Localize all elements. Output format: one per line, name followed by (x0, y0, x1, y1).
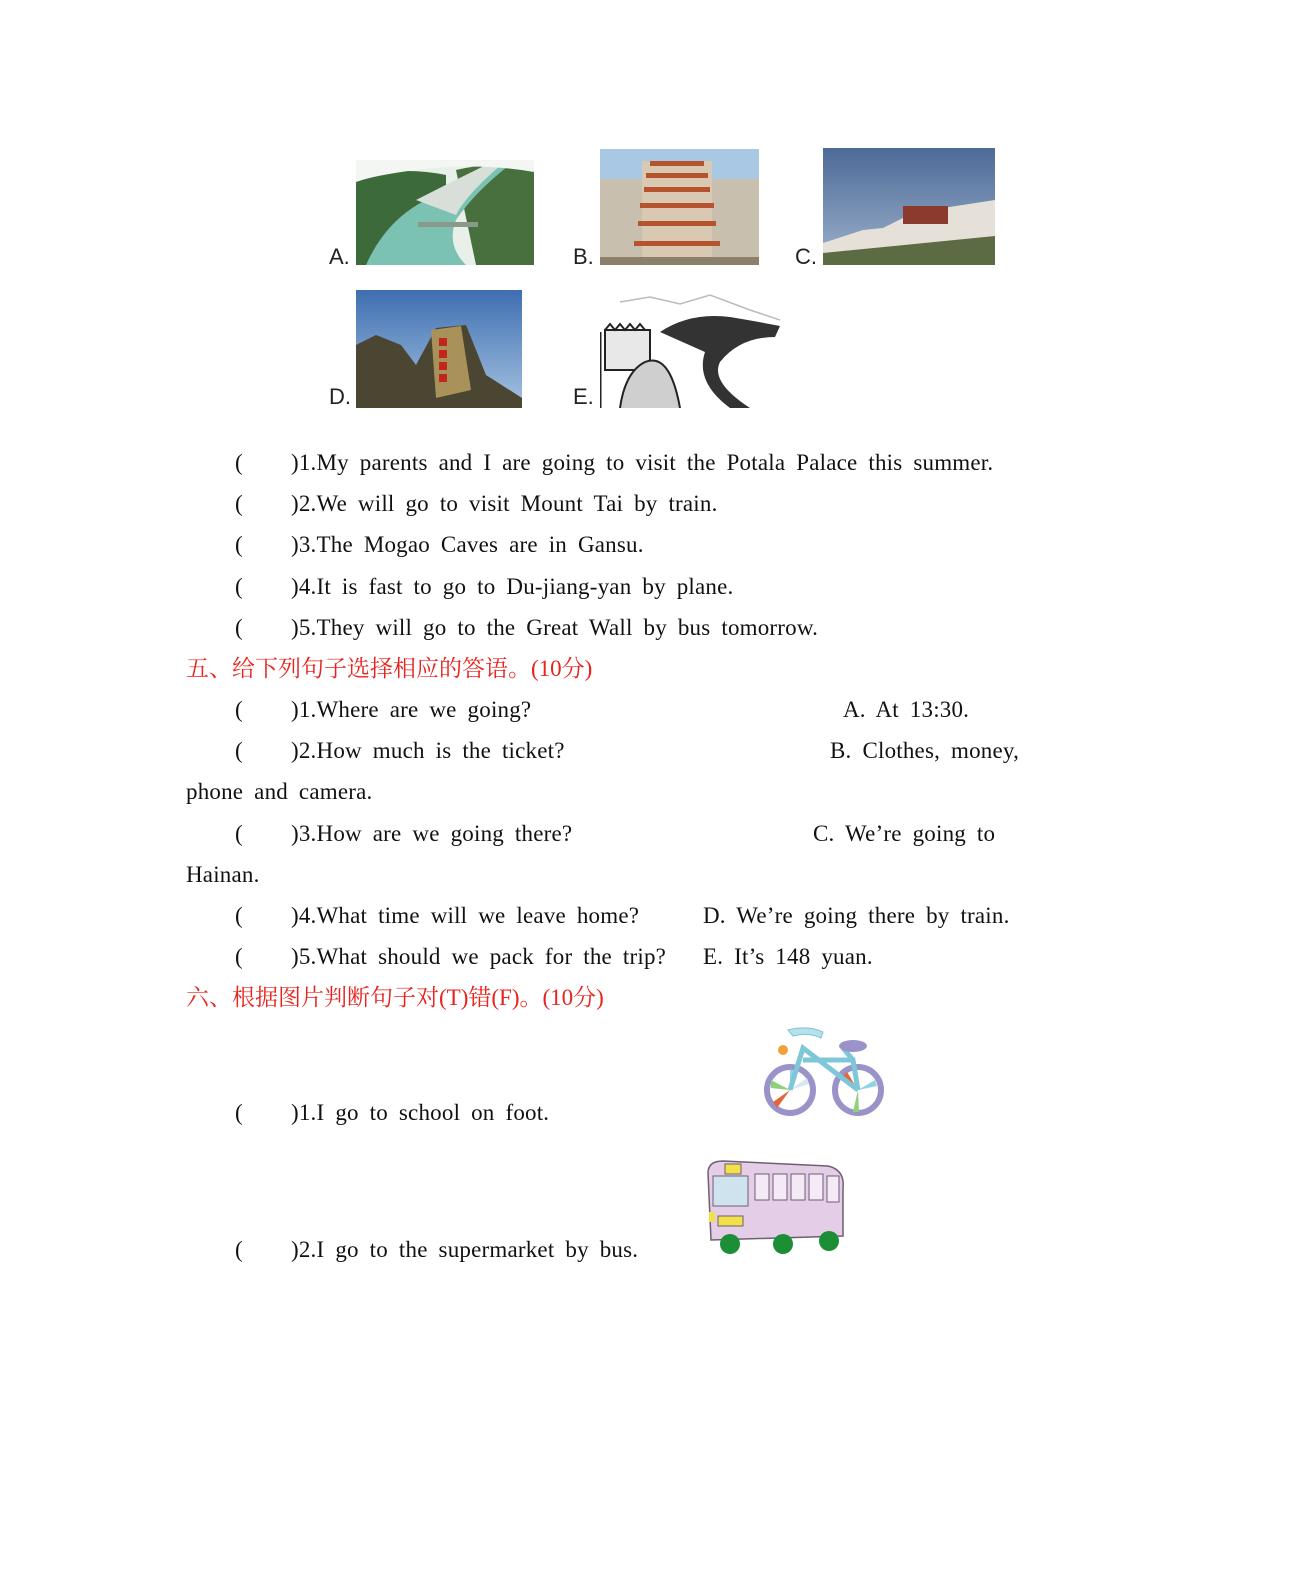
answer-paren[interactable]: ( (235, 944, 243, 969)
answer-paren[interactable]: ( (235, 1100, 243, 1125)
section5-heading: 五、给下列句子选择相应的答语。(10分) (186, 656, 593, 681)
section6-heading: 六、根据图片判断句子对(T)错(F)。(10分) (186, 985, 604, 1010)
bus-picture (703, 1158, 848, 1258)
answer-paren[interactable]: ( (235, 491, 243, 516)
sentence-text: )3.The Mogao Caves are in Gansu. (291, 532, 644, 557)
answer-paren[interactable]: ( (235, 532, 243, 557)
answer-option: C. We’re going to (813, 821, 996, 846)
sentence-text: )1.My parents and I are going to visit the Potala Palace this summer. (291, 450, 994, 475)
sentence-text: )2.We will go to visit Mount Tai by train. (291, 491, 718, 516)
bicycle-picture (763, 1020, 885, 1120)
answer-paren[interactable]: ( (235, 821, 243, 846)
sentence-text: )4.It is fast to go to Du-jiang-yan by plane. (291, 574, 734, 599)
answer-paren[interactable]: ( (235, 574, 243, 599)
answer-option: D. We’re going there by train. (703, 903, 1010, 928)
picture-mount-tai (356, 290, 522, 408)
answer-paren[interactable]: ( (235, 697, 243, 722)
picture-label-e: E. (573, 384, 594, 409)
answer-option: A. At 13:30. (843, 697, 970, 722)
picture-mogao-caves (600, 149, 759, 265)
picture-label-d: D. (329, 384, 351, 409)
sentence-text: )5.They will go to the Great Wall by bus tomorrow. (291, 615, 819, 640)
question-text: )1.Where are we going? (291, 697, 532, 722)
sentence-text: )1.I go to school on foot. (291, 1100, 550, 1125)
question-text: )2.How much is the ticket? (291, 738, 565, 763)
picture-dujiangyan (356, 160, 534, 265)
picture-label-c: C. (795, 244, 817, 269)
answer-paren[interactable]: ( (235, 738, 243, 763)
question-text: )5.What should we pack for the trip? (291, 944, 667, 969)
question-text: )3.How are we going there? (291, 821, 573, 846)
answer-option-continued: Hainan. (186, 862, 260, 887)
picture-great-wall (600, 292, 780, 408)
answer-option-continued: phone and camera. (186, 779, 373, 804)
answer-paren[interactable]: ( (235, 1237, 243, 1262)
answer-paren[interactable]: ( (235, 615, 243, 640)
answer-paren[interactable]: ( (235, 903, 243, 928)
answer-option: E. It’s 148 yuan. (703, 944, 873, 969)
picture-potala-palace (823, 148, 995, 265)
answer-option: B. Clothes, money, (830, 738, 1020, 763)
sentence-text: )2.I go to the supermarket by bus. (291, 1237, 639, 1262)
picture-label-a: A. (329, 244, 350, 269)
picture-label-b: B. (573, 244, 594, 269)
question-text: )4.What time will we leave home? (291, 903, 640, 928)
answer-paren[interactable]: ( (235, 450, 243, 475)
